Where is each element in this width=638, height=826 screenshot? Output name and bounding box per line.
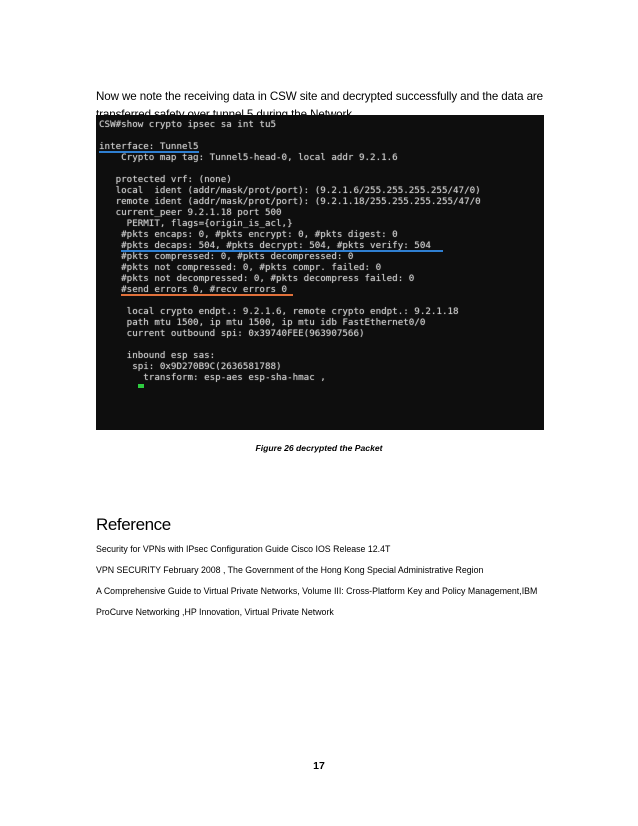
terminal-screenshot [96, 115, 544, 430]
terminal-line: #pkts compressed: 0, #pkts decompressed: 0 [99, 251, 354, 262]
terminal-line: #send errors 0, #recv errors 0 [99, 284, 288, 295]
terminal-line: protected vrf: (none) [99, 174, 232, 185]
reference-list [96, 543, 556, 627]
terminal-line: #pkts decaps: 504, #pkts decrypt: 504, #pkts verify: 504 [99, 240, 431, 251]
terminal-line: #pkts not decompressed: 0, #pkts decompress failed: 0 [99, 273, 415, 284]
terminal-line: interface: Tunnel5 [99, 141, 199, 152]
terminal-line: PERMIT, flags={origin_is_acl,} [99, 218, 293, 229]
terminal-line: transform: esp-aes esp-sha-hmac , [99, 372, 326, 383]
terminal-cursor [138, 384, 144, 388]
reference-item: A Comprehensive Guide to Virtual Private Networks, Volume III: Cross-Platform Key and Policy Management,IBM [96, 586, 538, 596]
terminal-line: path mtu 1500, ip mtu 1500, ip mtu idb FastEthernet0/0 [99, 317, 426, 328]
terminal-line: Crypto map tag: Tunnel5-head-0, local addr 9.2.1.6 [99, 152, 398, 163]
reference-item: ProCurve Networking ,HP Innovation, Virtual Private Network [96, 607, 334, 617]
reference-item: VPN SECURITY February 2008 , The Government of the Hong Kong Special Administrative Region [96, 565, 484, 575]
reference-item: Security for VPNs with IPsec Configuration Guide Cisco IOS Release 12.4T [96, 544, 391, 554]
terminal-line: #pkts encaps: 0, #pkts encrypt: 0, #pkts digest: 0 [99, 229, 398, 240]
terminal-line: CSW#show crypto ipsec sa int tu5 [99, 119, 277, 130]
terminal-line: remote ident (addr/mask/prot/port): (9.2.1.18/255.255.255.255/47/0 [99, 196, 481, 207]
terminal-line: current outbound spi: 0x39740FEE(963907566) [99, 328, 365, 339]
reference-heading: Reference [96, 515, 171, 534]
terminal-line: current_peer 9.2.1.18 port 500 [99, 207, 282, 218]
figure-caption: Figure 26 decrypted the Packet [255, 443, 383, 453]
terminal-line: spi: 0x9D270B9C(2636581788) [99, 361, 282, 372]
terminal-line: local ident (addr/mask/prot/port): (9.2.1.6/255.255.255.255/47/0) [99, 185, 481, 196]
terminal-line: #pkts not compressed: 0, #pkts compr. failed: 0 [99, 262, 382, 273]
page-number: 17 [313, 760, 325, 772]
intro-paragraph: Now we note the receiving data in CSW site and decrypted successfully and the data are [96, 89, 544, 103]
terminal-line: inbound esp sas: [99, 350, 216, 361]
terminal-line: local crypto endpt.: 9.2.1.6, remote crypto endpt.: 9.2.1.18 [99, 306, 459, 317]
